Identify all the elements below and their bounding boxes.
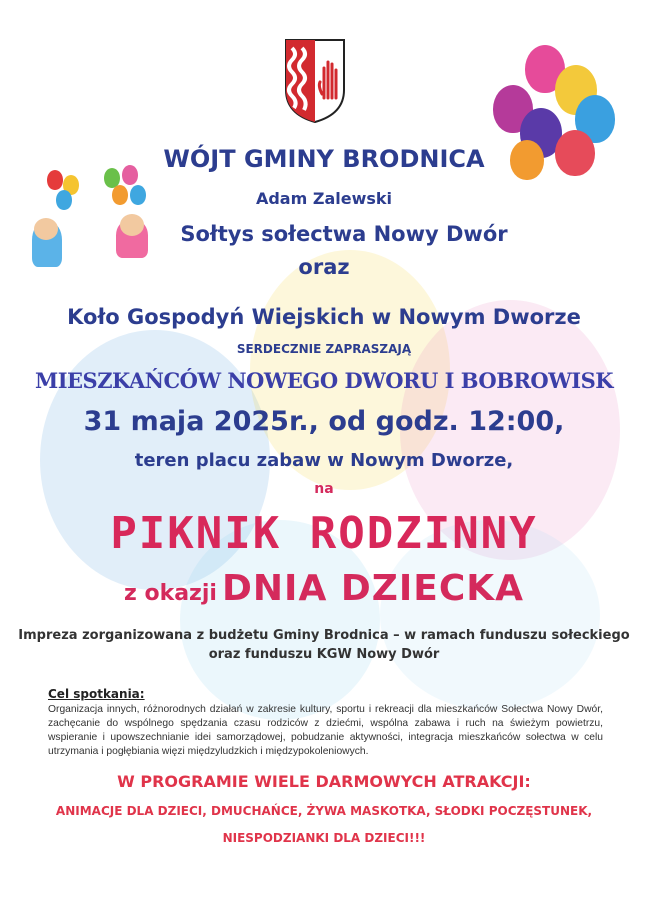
oraz-line: oraz [298,255,350,279]
program-heading: W PROGRAMIE WIELE DARMOWYCH ATRAKCJI: [117,772,531,791]
invite-line: SERDECZNIE ZAPRASZAJĄ [236,342,412,356]
funding-line-2: oraz funduszu KGW Nowy Dwór [208,647,440,662]
residents-line: MIESZKAŃCÓW NOWEGO DWORU I BOBROWISK [34,368,614,393]
date-line: 31 maja 2025r., od godz. 12:00, [83,406,565,437]
program-line-1: ANIMACJE DLA DZIECI, DMUCHAŃCE, ŻYWA MASKOTKA, SŁODKI POCZĘSTUNEK, [55,804,593,818]
funding-line-1: Impreza zorganizowana z budżetu Gminy Brodnica – w ramach funduszu sołeckiego [18,628,630,643]
organizer-title: WÓJT GMINY BRODNICA [163,145,485,173]
occasion-name: DNIA DZIECKA [222,568,524,609]
program-line-2: NIESPODZIANKI DLA DZIECI!!! [222,831,426,845]
soltys-line: Sołtys sołectwa Nowy Dwór [180,222,508,246]
place-line: teren placu zabaw w Nowym Dworze, [134,450,514,471]
event-title: PIKNIK RODZINNY [110,508,538,559]
goal-text: Organizacja innych, różnorodnych działań w zakresie kultury, sportu i rekreacji dla mieszkańców Sołectwa Nowy Dwór, zachęcanie do wspólnego spędzania czasu rodziców z dziećmi, wspólna zabawa i ruch na świeżym powietrzu, wspieranie i upowszechnianie idei samorządowej, pobudzanie aktywności, integracja mieszkańców sołectwa w celu utrzymania i pogłębiania więzi międzyludzkich i międzypokoleniowych. [48,704,603,757]
crest-icon [284,38,346,124]
organizer-name: Adam Zalewski [255,189,393,208]
goal-heading: Cel spotkania: [48,687,145,701]
event-occasion [0,568,648,609]
na-line: na [314,481,334,497]
kgw-line: Koło Gospodyń Wiejskich w Nowym Dworze [67,305,581,329]
occasion-prefix: z okazji [124,581,217,606]
